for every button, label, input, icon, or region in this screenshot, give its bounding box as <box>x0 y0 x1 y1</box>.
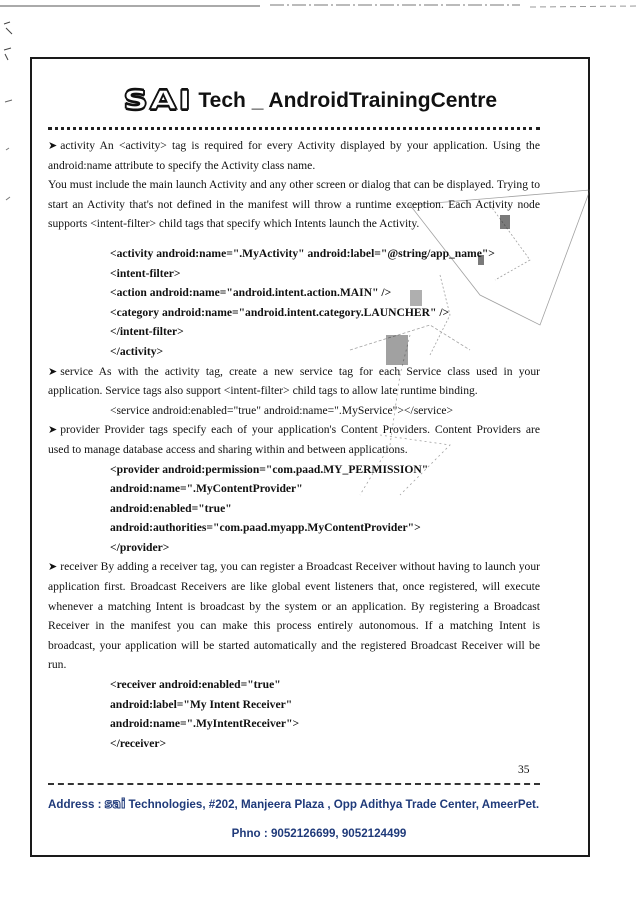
address-label: Address : <box>48 798 102 811</box>
code-line: <provider android:permission="com.paad.MY_PERMISSION" <box>110 462 429 476</box>
code-line: <category android:name="android.intent.category.LAUNCHER" /> <box>110 305 450 319</box>
provider-paragraph: ➤ provider Provider tags specify each of your application's Content Providers. Content Providers are used to manage database access and sharing within and between applications. <box>48 423 540 456</box>
code-line: <service android:enabled="true" android:name=".MyService"></service> <box>110 403 454 417</box>
activity-paragraph: ➤ activity An <activity> tag is required for every Activity displayed by your application. Using the android:name attribute to specify the Activity class name. <box>48 139 540 172</box>
address-text: Technologies, #202, Manjeera Plaza , Opp Adithya Trade Center, AmeerPet. <box>128 798 540 811</box>
scan-edge-artifact <box>0 0 638 16</box>
code-line: android:authorities="com.paad.myapp.MyContentProvider"> <box>110 521 421 535</box>
footer-phone: Phno : 9052126699, 9052124499 <box>231 827 407 840</box>
header-title: Tech _ AndroidTrainingCentre <box>198 89 498 112</box>
code-line: </intent-filter> <box>110 325 184 339</box>
code-line: </activity> <box>110 344 164 358</box>
sai-footer-logo: sai <box>104 797 126 812</box>
code-line: <action android:name="android.intent.action.MAIN" /> <box>110 286 392 300</box>
code-line: android:label="My Intent Receiver" <box>110 697 293 711</box>
code-line: <activity android:name=".MyActivity" android:label="@string/app_name"> <box>110 246 495 260</box>
footer-address <box>48 797 558 812</box>
receiver-paragraph: ➤ receiver By adding a receiver tag, you can register a Broadcast Receiver without having to launch your application first. Broadcast Receivers are like global event listeners that, once registered, will execute whenever a matching Intent is broadcast by the system or an application. By registering a Broadcast Receiver in the manifest you can make this process entirely autonomous. If a matching Intent is broadcast, your application will be started automatically and the registered Broadcast Receiver will be run. <box>48 560 540 672</box>
code-line: android:name=".MyContentProvider" <box>110 482 303 496</box>
margin-marks <box>0 20 20 280</box>
code-line: </receiver> <box>110 736 167 750</box>
footer-divider <box>48 783 540 785</box>
arrow-bullet-icon: ➤ <box>48 560 58 574</box>
arrow-bullet-icon: ➤ <box>48 364 58 378</box>
code-line: <receiver android:enabled="true" <box>110 678 281 692</box>
document-body <box>48 136 540 753</box>
header-divider <box>48 127 540 130</box>
code-line: </provider> <box>110 540 170 554</box>
activity-paragraph-2: You must include the main launch Activity and any other screen or dialog that can be displayed. Trying to start an Activity that's not defined in the manifest will throw a runtime exception. Each Activity node supports <intent-filter> child tags that specify which Intents launch the Activity. <box>48 178 540 231</box>
page-header <box>0 86 638 116</box>
code-line: android:name=".MyIntentReceiver"> <box>110 717 300 731</box>
service-paragraph: ➤ service As with the activity tag, create a new service tag for each Service class used in your application. Service tags also support <intent-filter> child tags to allow late runtime binding. <box>48 364 540 398</box>
page-number: 35 <box>518 764 530 776</box>
arrow-bullet-icon: ➤ <box>48 423 58 437</box>
code-line: android:enabled="true" <box>110 501 232 515</box>
code-line: <intent-filter> <box>110 266 181 280</box>
arrow-bullet-icon: ➤ <box>48 139 58 152</box>
sai-logo: SAI <box>122 86 193 116</box>
